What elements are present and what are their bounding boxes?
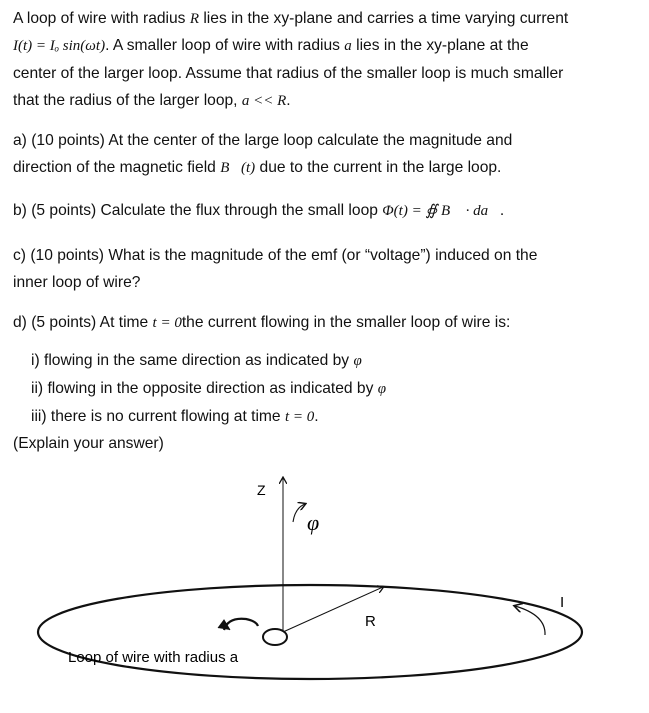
text: . A smaller loop of wire with radius <box>105 37 340 54</box>
time-zero: t = 0 <box>284 409 315 425</box>
text: lies in the xy-plane at the <box>356 37 529 54</box>
problem-line-4 <box>13 89 291 113</box>
part-a-line-1: a) (10 points) At the center of the large loop calculate the magnitude and <box>13 132 513 149</box>
radius-label: R <box>365 613 376 630</box>
text: d) (5 points) At time <box>13 314 149 331</box>
loop-label: Loop of wire with radius a <box>68 649 239 666</box>
symbol-R: R <box>189 11 199 27</box>
phi-label: φ <box>307 510 320 535</box>
text: . <box>286 92 291 109</box>
text: that the radius of the larger loop, <box>13 92 238 109</box>
text: b) (5 points) Calculate the flux through the small loop <box>13 202 378 219</box>
flux-equation: Φ(t) = ∯ B⃗ · da⃗ <box>382 203 500 219</box>
part-a-line-2 <box>13 156 501 180</box>
text: iii) there is no current flowing at time <box>31 408 281 425</box>
part-c-line-1: c) (10 points) What is the magnitude of the emf (or “voltage”) induced on the <box>13 247 538 264</box>
explain-prompt: (Explain your answer) <box>13 435 164 452</box>
symbol-a: a <box>344 38 352 54</box>
text: A loop of wire with radius <box>13 10 186 27</box>
option-iii <box>31 405 319 429</box>
option-i <box>31 349 362 373</box>
text: ii) flowing in the opposite direction as indicated by <box>31 380 374 397</box>
phi-arrow <box>293 504 305 522</box>
part-c-line-2: inner loop of wire? <box>13 274 141 291</box>
part-b <box>13 199 504 223</box>
text: . <box>499 202 505 219</box>
option-ii <box>31 377 386 401</box>
small-loop-arrowhead <box>218 620 230 630</box>
period: . <box>314 408 319 425</box>
current-equation: I(t) = Iₒ sin(ωt) <box>13 38 106 54</box>
text: i) flowing in the same direction as indicated by <box>31 352 350 369</box>
text: due to the current in the large loop. <box>259 159 502 176</box>
problem-line-1 <box>13 7 568 31</box>
condition-a-less-R: a << R <box>241 93 287 109</box>
loop-diagram <box>0 470 649 713</box>
text: the current flowing in the smaller loop of wire is: <box>181 314 511 331</box>
problem-line-2 <box>13 34 529 58</box>
time-zero: t = 0 <box>152 315 182 331</box>
problem-line-3: center of the larger loop. Assume that radius of the smaller loop is much smaller <box>13 65 564 82</box>
part-d-line-1 <box>13 311 510 335</box>
current-label: I <box>560 594 565 611</box>
field-symbol: B⃗(t) <box>220 160 256 176</box>
current-arrow <box>515 606 545 635</box>
phi-symbol: φ <box>353 353 362 369</box>
z-axis-label: Z <box>257 482 266 498</box>
text: lies in the xy-plane and carries a time varying current <box>203 10 569 27</box>
phi-symbol: φ <box>377 381 387 397</box>
text: direction of the magnetic field <box>13 159 216 176</box>
